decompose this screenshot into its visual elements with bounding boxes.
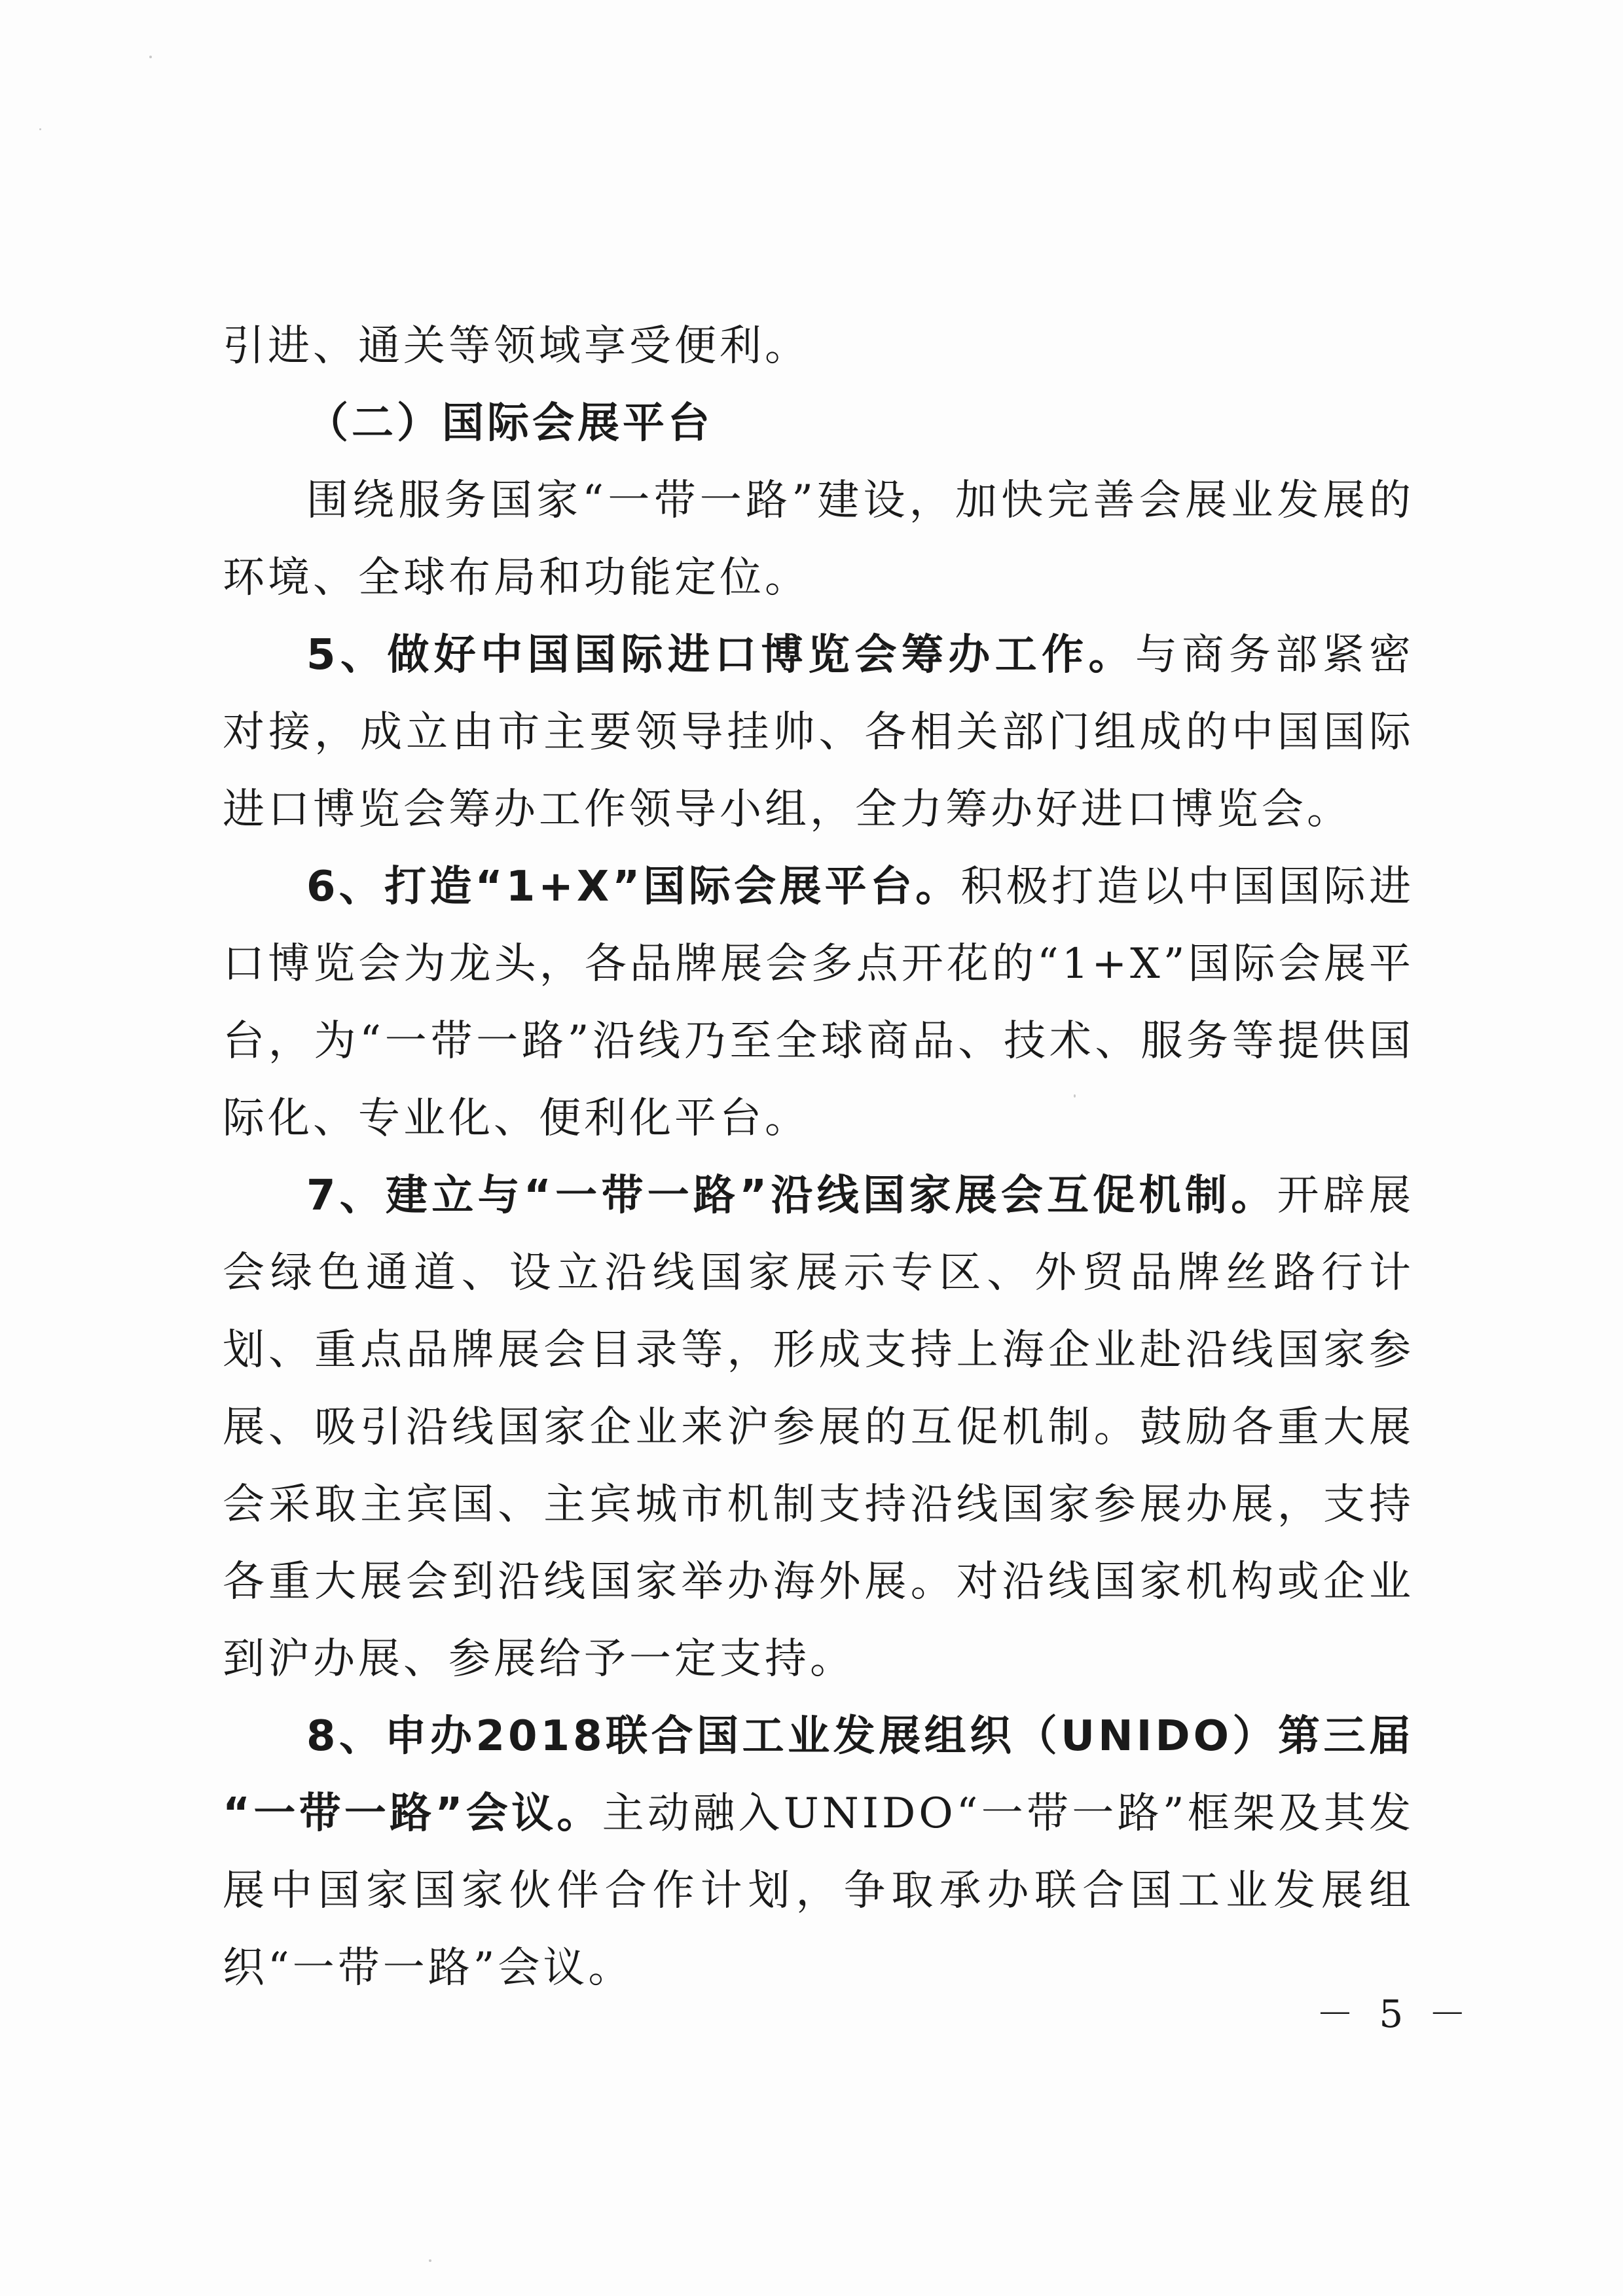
item-lead-text: 5、做好中国国际进口博览会筹办工作。 — [306, 631, 1135, 679]
item-lead-text: 7、建立与“一带一路”沿线国家展会互促机制。 — [306, 1172, 1277, 1220]
item-lead-text: 6、打造“1+X”国际会展平台。 — [306, 863, 961, 911]
item-5-paragraph — [223, 617, 1414, 848]
item-8-paragraph — [223, 1698, 1414, 2007]
section-intro-paragraph — [223, 462, 1414, 617]
paragraph-text: 主动融入UNIDO“一带一路”框架及其发展中国家国家伙伴合作计划，争取承办联合国工业发展组织“一带一路”会议。 — [223, 1789, 1415, 1992]
item-6-paragraph — [223, 848, 1414, 1157]
paragraph-text: 围绕服务国家“一带一路”建设，加快完善会展业发展的环境、全球布局和功能定位。 — [223, 476, 1414, 602]
scan-speck — [149, 56, 152, 58]
paragraph-text: 引进、通关等领域享受便利。 — [223, 322, 810, 370]
section-heading — [223, 385, 1414, 462]
item-lead-text: 8、申办2018联合国工业发展组织（UNIDO）第三届 “一带一路”会议。 — [223, 1712, 1414, 1838]
page-number: － 5 － — [1316, 1992, 1473, 2036]
paragraph-text: 开辟展会绿色通道、设立沿线国家展示专区、外贸品牌丝路行计划、重点品牌展会目录等，形成支持上海企业赴沿线国家参展、吸引沿线国家企业来沪参展的互促机制。鼓励各重大展会采取主宾国、主宾城市机制支持沿线国家参展办展，支持各重大展会到沿线国家举办海外展。对沿线国家机构或企业到沪办展、参展给予一定支持。 — [223, 1172, 1415, 1683]
document-body — [223, 308, 1414, 2007]
scan-speck — [429, 2259, 431, 2262]
item-7-paragraph — [223, 1157, 1414, 1698]
scan-speck — [39, 128, 41, 130]
paragraph-text: 与商务部紧密对接，成立由市主要领导挂帅、各相关部门组成的中国国际进口博览会筹办工作领导小组，全力筹办好进口博览会。 — [223, 631, 1415, 834]
section-heading-text: （二）国际会展平台 — [306, 399, 713, 448]
paragraph-text: 积极打造以中国国际进口博览会为龙头，各品牌展会多点开花的“1+X”国际会展平台，为“一带一路”沿线乃至全球商品、技术、服务等提供国际化、专业化、便利化平台。 — [223, 863, 1415, 1143]
paragraph-continuation — [223, 308, 1414, 385]
